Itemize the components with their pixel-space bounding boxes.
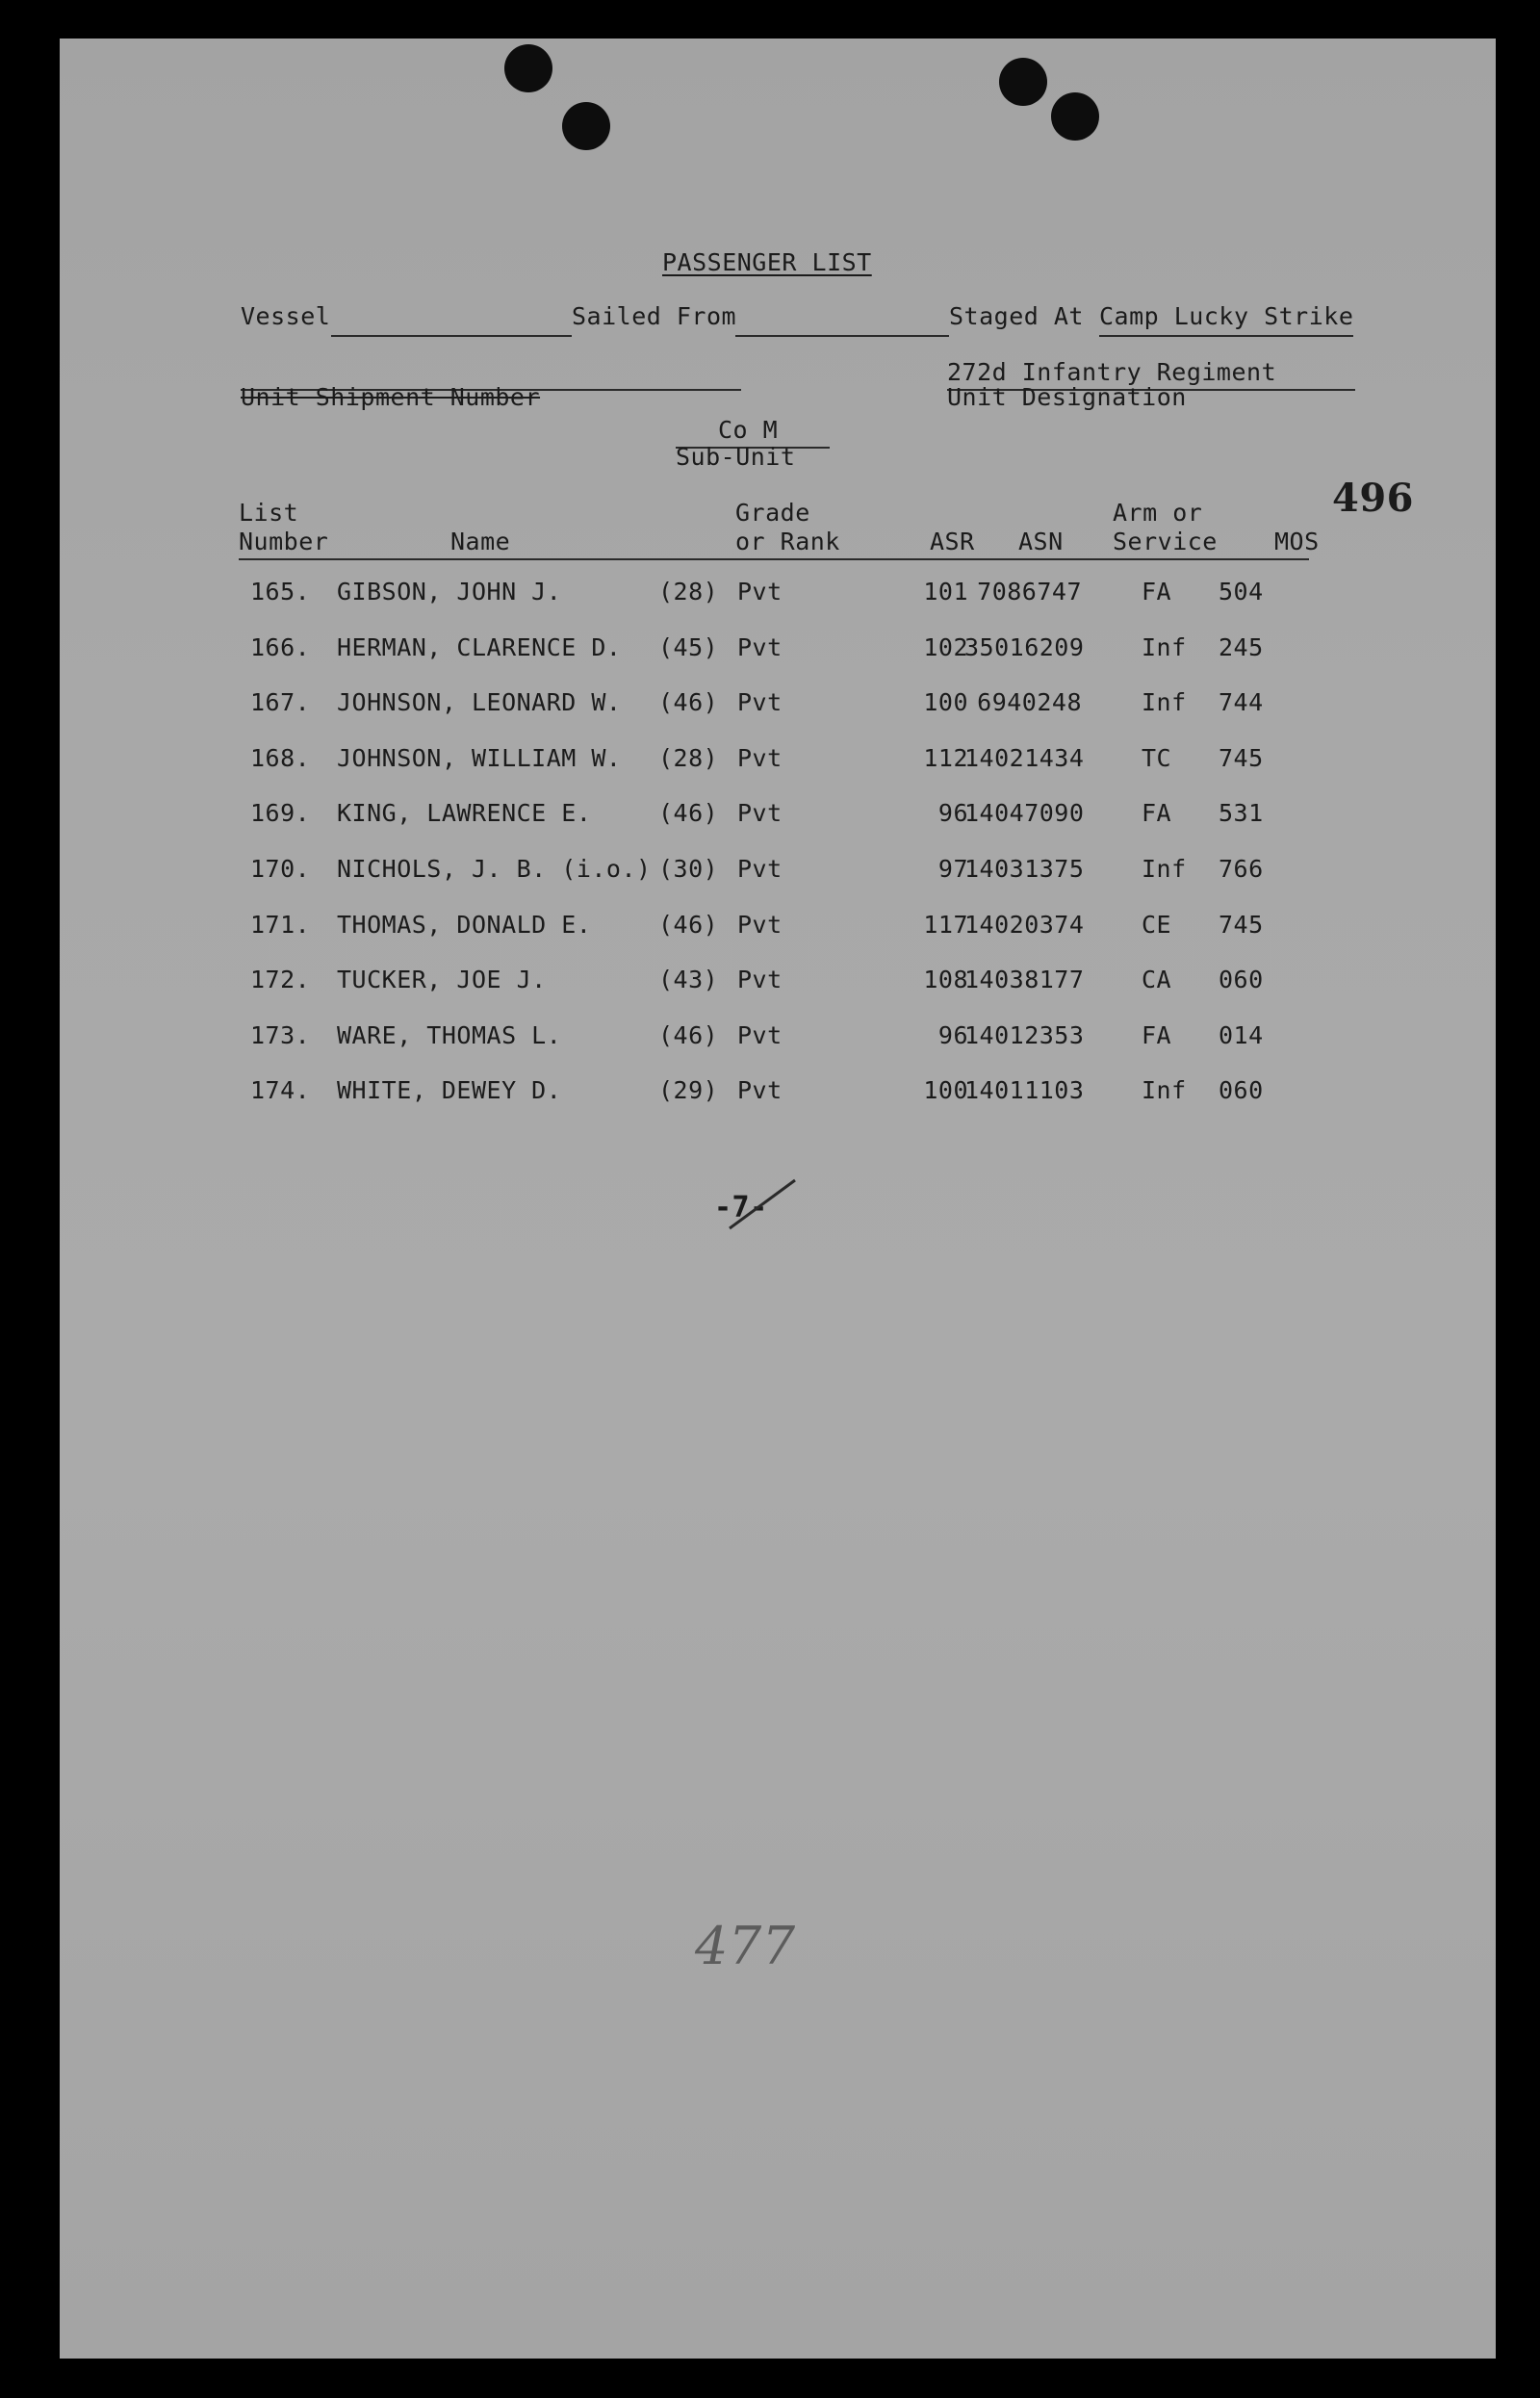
cell-mos: 060 xyxy=(1219,966,1264,994)
unit-designation-value: 272d Infantry Regiment xyxy=(947,358,1277,386)
col-arm-service xyxy=(1113,499,1218,556)
cell-asr: 96 xyxy=(937,1020,968,1049)
cell-mos: 766 xyxy=(1219,855,1264,883)
punch-hole xyxy=(1051,92,1099,141)
cell-age: (45) xyxy=(658,632,719,661)
punch-hole xyxy=(999,58,1047,106)
page-title: PASSENGER LIST xyxy=(662,248,872,276)
cell-arm: FA xyxy=(1142,578,1172,606)
cell-num: 167. xyxy=(250,688,311,717)
cell-grade: Pvt xyxy=(737,578,783,606)
cell-name: JOHNSON, LEONARD W. xyxy=(337,688,622,717)
cell-asr: 101 xyxy=(923,578,968,606)
cell-mos: 531 xyxy=(1219,799,1264,828)
cell-arm: FA xyxy=(1142,799,1172,828)
cell-asr: 102 xyxy=(923,632,968,661)
cell-asr: 108 xyxy=(923,966,968,994)
cell-num: 168. xyxy=(250,743,311,772)
col-grade-line1: Grade xyxy=(735,499,810,527)
cell-num: 170. xyxy=(250,855,311,883)
document-page xyxy=(60,39,1496,2359)
strike-mark-icon xyxy=(722,1174,799,1232)
staged-at-line xyxy=(1099,335,1353,337)
cell-num: 174. xyxy=(250,1076,311,1105)
cell-mos: 745 xyxy=(1219,910,1264,939)
page-number: 496 xyxy=(1332,476,1414,521)
cell-age: (43) xyxy=(658,966,719,994)
cell-age: (46) xyxy=(658,910,719,939)
cell-age: (28) xyxy=(658,578,719,606)
unit-designation-label: Unit Designation xyxy=(947,383,1187,411)
punch-hole xyxy=(504,44,552,92)
cell-asn: 7086747 xyxy=(977,578,1082,606)
cell-num: 172. xyxy=(250,966,311,994)
cell-grade: Pvt xyxy=(737,743,783,772)
cell-mos: 245 xyxy=(1219,632,1264,661)
cell-grade: Pvt xyxy=(737,1020,783,1049)
cell-arm: Inf xyxy=(1142,1076,1187,1105)
cell-mos: 744 xyxy=(1219,688,1264,717)
cell-asn: 14047090 xyxy=(964,799,1085,828)
cell-asn: 14021434 xyxy=(964,743,1085,772)
cell-asn: 35016209 xyxy=(964,632,1085,661)
cell-name: WHITE, DEWEY D. xyxy=(337,1076,562,1105)
col-list-number xyxy=(239,499,328,556)
cell-name: KING, LAWRENCE E. xyxy=(337,799,592,828)
cell-asn: 14020374 xyxy=(964,910,1085,939)
cell-mos: 014 xyxy=(1219,1020,1264,1049)
cell-num: 169. xyxy=(250,799,311,828)
col-mos: MOS xyxy=(1274,528,1320,555)
cell-arm: Inf xyxy=(1142,855,1187,883)
cell-name: NICHOLS, J. B. (i.o.) xyxy=(337,855,652,883)
cell-name: HERMAN, CLARENCE D. xyxy=(337,632,622,661)
cell-asr: 96 xyxy=(937,799,968,828)
col-name: Name xyxy=(450,528,511,555)
sub-unit-value: Co M xyxy=(718,416,779,444)
sub-unit-label: Sub-Unit xyxy=(676,443,796,471)
col-asr: ASR xyxy=(930,528,975,555)
cell-num: 165. xyxy=(250,578,311,606)
col-asn: ASN xyxy=(1018,528,1064,555)
cell-name: JOHNSON, WILLIAM W. xyxy=(337,743,622,772)
cell-name: TUCKER, JOE J. xyxy=(337,966,547,994)
cell-age: (46) xyxy=(658,799,719,828)
cell-name: WARE, THOMAS L. xyxy=(337,1020,562,1049)
col-arm-line1: Arm or xyxy=(1113,499,1203,527)
cell-asn: 14038177 xyxy=(964,966,1085,994)
cell-num: 166. xyxy=(250,632,311,661)
unit-shipment-label: Unit Shipment Number xyxy=(241,383,541,411)
cell-grade: Pvt xyxy=(737,688,783,717)
cell-arm: Inf xyxy=(1142,688,1187,717)
vessel-label: Vessel xyxy=(241,302,331,330)
cell-mos: 504 xyxy=(1219,578,1264,606)
cell-arm: FA xyxy=(1142,1020,1172,1049)
col-grade-line2: or Rank xyxy=(735,528,840,555)
cell-asr: 97 xyxy=(937,855,968,883)
cell-asn: 14011103 xyxy=(964,1076,1085,1105)
col-grade xyxy=(735,499,840,556)
cell-arm: TC xyxy=(1142,743,1172,772)
header-rule xyxy=(239,558,1309,560)
cell-grade: Pvt xyxy=(737,632,783,661)
col-list-number-line1: List xyxy=(239,499,299,527)
cell-grade: Pvt xyxy=(737,855,783,883)
col-arm-line2: Service xyxy=(1113,528,1218,555)
cell-asn: 14031375 xyxy=(964,855,1085,883)
cell-grade: Pvt xyxy=(737,910,783,939)
cell-mos: 060 xyxy=(1219,1076,1264,1105)
cell-asn: 14012353 xyxy=(964,1020,1085,1049)
cell-arm: Inf xyxy=(1142,632,1187,661)
cell-asr: 112 xyxy=(923,743,968,772)
cell-num: 171. xyxy=(250,910,311,939)
cell-age: (46) xyxy=(658,688,719,717)
cell-name: THOMAS, DONALD E. xyxy=(337,910,592,939)
cell-age: (29) xyxy=(658,1076,719,1105)
cell-mos: 745 xyxy=(1219,743,1264,772)
staged-at-label: Staged At xyxy=(949,302,1084,330)
sailed-from-line xyxy=(735,335,949,337)
cell-age: (30) xyxy=(658,855,719,883)
cell-asr: 100 xyxy=(923,1076,968,1105)
cell-arm: CA xyxy=(1142,966,1172,994)
cell-age: (28) xyxy=(658,743,719,772)
staged-at-value: Camp Lucky Strike xyxy=(1099,302,1354,330)
cell-num: 173. xyxy=(250,1020,311,1049)
cell-asn: 6940248 xyxy=(977,688,1082,717)
col-list-number-line2: Number xyxy=(239,528,329,555)
vessel-line xyxy=(331,335,572,337)
cell-age: (46) xyxy=(658,1020,719,1049)
sailed-from-label: Sailed From xyxy=(572,302,737,330)
punch-hole xyxy=(562,102,610,150)
cell-arm: CE xyxy=(1142,910,1172,939)
cell-grade: Pvt xyxy=(737,799,783,828)
handwritten-number: 477 xyxy=(695,1916,796,1976)
cell-asr: 100 xyxy=(923,688,968,717)
cell-grade: Pvt xyxy=(737,966,783,994)
sheet-number: -7- xyxy=(714,1191,768,1225)
cell-grade: Pvt xyxy=(737,1076,783,1105)
cell-asr: 117 xyxy=(923,910,968,939)
cell-name: GIBSON, JOHN J. xyxy=(337,578,562,606)
